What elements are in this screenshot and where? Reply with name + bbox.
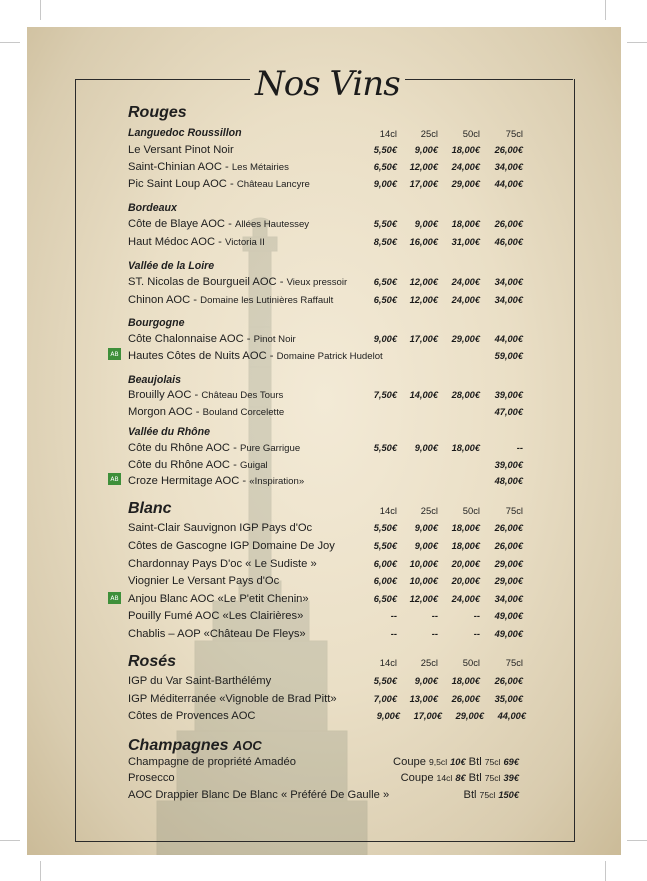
wine-price: 34,00€ <box>494 277 523 287</box>
wine-price: 5,50€ <box>373 443 397 453</box>
wine-price: 26,00€ <box>494 523 523 533</box>
frame-top-right <box>405 79 573 80</box>
wine-price: 7,00€ <box>373 694 397 704</box>
wine-price: 26,00€ <box>494 541 523 551</box>
coupe-size: 14cl <box>436 773 453 783</box>
wine-price: 24,00€ <box>451 162 480 172</box>
wine-price: -- <box>516 443 523 453</box>
col-header: 75cl <box>505 128 523 139</box>
wine-price: -- <box>390 611 397 621</box>
col-header: 50cl <box>462 657 480 668</box>
wine-name: ST. Nicolas de Bourgueil AOC - <box>128 276 287 288</box>
wine-price: -- <box>431 629 438 639</box>
wine-price: 9,00€ <box>414 443 438 453</box>
wine-row <box>128 160 289 175</box>
wine-name: Chablis – AOP «Château De Fleys» <box>128 628 306 640</box>
region-title: Languedoc Roussillon <box>128 127 242 139</box>
bio-label-icon <box>108 348 121 360</box>
wine-price: 28,00€ <box>451 390 480 400</box>
wine-name: Saint-Chinian AOC - <box>128 161 232 173</box>
champagne-prices <box>460 788 519 802</box>
wine-name: Côte de Blaye AOC - <box>128 218 235 230</box>
wine-name: Côte du Rhône AOC - <box>128 459 240 471</box>
wine-name: IGP du Var Saint-Barthélémy <box>128 675 272 687</box>
wine-price: -- <box>473 611 480 621</box>
col-header: 50cl <box>462 505 480 516</box>
wine-name: Côtes de Provences AOC <box>128 710 256 722</box>
svg-text:AB: AB <box>110 351 119 358</box>
wine-producer: Guigal <box>239 460 268 471</box>
wine-price: 39,00€ <box>494 390 523 400</box>
section-champagnes <box>128 737 262 755</box>
wine-price: 34,00€ <box>494 594 523 604</box>
coupe-size: 9,5cl <box>428 757 448 767</box>
wine-price: 6,50€ <box>373 594 397 604</box>
wine-name: Pic Saint Loup AOC - <box>128 178 237 190</box>
wine-row <box>128 177 310 192</box>
wine-price: 44,00€ <box>494 334 523 344</box>
wine-name: Chardonnay Pays D'oc « Le Sudiste » <box>128 558 317 570</box>
section-champagnes-aoc: AOC <box>232 738 262 753</box>
wine-price: 44,00€ <box>497 711 526 721</box>
wine-price: 29,00€ <box>494 576 523 586</box>
crop-mark <box>605 861 606 881</box>
region-title: Vallée du Rhône <box>128 426 211 438</box>
wine-price: 34,00€ <box>494 162 523 172</box>
wine-price: 9,00€ <box>414 676 438 686</box>
wine-price: 24,00€ <box>451 594 480 604</box>
bottle-price: 150€ <box>498 790 519 800</box>
wine-price: 34,00€ <box>494 295 523 305</box>
wine-name: Anjou Blanc AOC «Le P'etit Chenin» <box>128 593 309 605</box>
frame-top-left <box>75 79 250 80</box>
wine-price: 9,00€ <box>376 711 400 721</box>
wine-price: 12,00€ <box>409 594 438 604</box>
wine-row <box>128 349 383 364</box>
wine-name: Prosecco <box>128 772 175 784</box>
wine-price: -- <box>431 611 438 621</box>
wine-name: Champagne de propriété Amadéo <box>128 756 296 768</box>
bottle-label: Btl <box>468 772 482 784</box>
wine-price: -- <box>473 629 480 639</box>
wine-price: 18,00€ <box>451 145 480 155</box>
wine-producer: Victoria II <box>225 237 265 248</box>
wine-price: 18,00€ <box>451 219 480 229</box>
wine-price: 29,00€ <box>455 711 484 721</box>
wine-producer: Pure Garrigue <box>239 443 301 454</box>
wine-price: 48,00€ <box>494 476 523 486</box>
wine-price: 26,00€ <box>494 219 523 229</box>
section-blanc: Blanc <box>128 500 172 517</box>
wine-price: 12,00€ <box>409 295 438 305</box>
wine-price: 9,00€ <box>414 219 438 229</box>
section-champagnes-label: Champagnes <box>128 737 229 754</box>
wine-row <box>128 405 284 420</box>
bottle-size: 75cl <box>484 757 501 767</box>
wine-price: 6,00€ <box>373 576 397 586</box>
wine-name: Brouilly AOC - <box>128 389 202 401</box>
crop-mark <box>0 42 20 43</box>
wine-price: 7,50€ <box>373 390 397 400</box>
wine-row <box>128 388 283 403</box>
wine-price: 18,00€ <box>451 541 480 551</box>
col-header: 25cl <box>420 505 438 516</box>
wine-name: Chinon AOC - <box>128 294 201 306</box>
wine-price: 9,00€ <box>414 541 438 551</box>
bio-label-icon <box>108 592 121 604</box>
region-title: Bourgogne <box>128 317 185 329</box>
col-header: 25cl <box>420 128 438 139</box>
wine-producer: Pinot Noir <box>253 334 296 345</box>
wine-name: Croze Hermitage AOC - <box>128 475 250 487</box>
wine-price: 6,00€ <box>373 559 397 569</box>
wine-producer: Allées Hautessey <box>234 219 310 230</box>
wine-name: IGP Méditerranée «Vignoble de Brad Pitt» <box>128 693 337 705</box>
wine-price: 12,00€ <box>409 162 438 172</box>
wine-price: 49,00€ <box>494 629 523 639</box>
col-header: 14cl <box>379 128 397 139</box>
wine-price: 9,00€ <box>414 523 438 533</box>
champagne-prices <box>398 771 519 785</box>
wine-row <box>128 458 268 473</box>
wine-price: 47,00€ <box>494 407 523 417</box>
wine-name: Pouilly Fumé AOC «Les Clairières» <box>128 610 304 622</box>
wine-price: 20,00€ <box>451 576 480 586</box>
wine-producer: Château Des Tours <box>201 390 284 401</box>
wine-price: 26,00€ <box>494 145 523 155</box>
bottle-price: 39€ <box>503 773 519 783</box>
crop-mark <box>0 840 20 841</box>
wine-price: 24,00€ <box>451 295 480 305</box>
champagne-prices <box>390 755 519 769</box>
wine-row <box>128 275 347 290</box>
svg-text:AB: AB <box>110 476 119 483</box>
wine-price: -- <box>390 629 397 639</box>
wine-row <box>128 441 300 456</box>
wine-name: AOC Drappier Blanc De Blanc « Préféré De Gaulle » <box>128 789 390 801</box>
col-header: 14cl <box>379 505 397 516</box>
wine-row <box>128 235 265 250</box>
region-title: Vallée de la Loire <box>128 260 215 272</box>
wine-price: 46,00€ <box>494 237 523 247</box>
svg-text:AB: AB <box>110 595 119 602</box>
coupe-label: Coupe <box>393 756 426 768</box>
wine-row <box>128 293 333 308</box>
crop-mark <box>627 42 647 43</box>
coupe-price: 10€ <box>450 757 466 767</box>
wine-price: 20,00€ <box>451 559 480 569</box>
wine-price: 31,00€ <box>451 237 480 247</box>
wine-price: 5,50€ <box>373 523 397 533</box>
wine-price: 9,00€ <box>414 145 438 155</box>
bottle-label: Btl <box>463 789 477 801</box>
wine-row <box>128 332 296 347</box>
wine-price: 29,00€ <box>494 559 523 569</box>
wine-price: 6,50€ <box>373 162 397 172</box>
wine-producer: Vieux pressoir <box>286 277 348 288</box>
wine-price: 35,00€ <box>494 694 523 704</box>
wine-name: Le Versant Pinot Noir <box>128 144 234 156</box>
wine-price: 49,00€ <box>494 611 523 621</box>
wine-price: 12,00€ <box>409 277 438 287</box>
wine-producer: «Inspiration» <box>249 476 305 487</box>
bottle-label: Btl <box>468 756 482 768</box>
wine-price: 18,00€ <box>451 676 480 686</box>
wine-price: 16,00€ <box>409 237 438 247</box>
page-title: Nos Vins <box>255 64 400 104</box>
crop-mark <box>40 861 41 881</box>
region-title: Bordeaux <box>128 202 177 214</box>
wine-producer: Bouland Corcelette <box>202 407 285 418</box>
wine-price: 44,00€ <box>494 179 523 189</box>
wine-row <box>128 474 304 489</box>
wine-price: 6,50€ <box>373 277 397 287</box>
col-header: 75cl <box>505 505 523 516</box>
wine-producer: Château Lancyre <box>236 179 310 190</box>
wine-row <box>128 217 309 232</box>
wine-price: 5,50€ <box>373 219 397 229</box>
wine-name: Côte du Rhône AOC - <box>128 442 240 454</box>
wine-producer: Les Métairies <box>231 162 289 173</box>
wine-name: Morgon AOC - <box>128 406 203 418</box>
wine-price: 8,50€ <box>373 237 397 247</box>
wine-name: Haut Médoc AOC - <box>128 236 225 248</box>
col-header: 14cl <box>379 657 397 668</box>
region-title: Beaujolais <box>128 374 181 386</box>
wine-price: 29,00€ <box>451 334 480 344</box>
wine-price: 39,00€ <box>494 460 523 470</box>
wine-price: 18,00€ <box>451 523 480 533</box>
wine-price: 6,50€ <box>373 295 397 305</box>
wine-price: 10,00€ <box>409 559 438 569</box>
bottle-size: 75cl <box>484 773 501 783</box>
wine-producer: Domaine Patrick Hudelot <box>276 351 383 362</box>
wine-price: 26,00€ <box>451 694 480 704</box>
bottle-size: 75cl <box>479 790 496 800</box>
crop-mark <box>627 840 647 841</box>
wine-name: Viognier Le Versant Pays d'Oc <box>128 575 280 587</box>
wine-price: 9,00€ <box>373 179 397 189</box>
wine-name: Côte Chalonnaise AOC - <box>128 333 254 345</box>
wine-name: Hautes Côtes de Nuits AOC - <box>128 350 277 362</box>
wine-price: 26,00€ <box>494 676 523 686</box>
coupe-price: 8€ <box>455 773 466 783</box>
bottle-price: 69€ <box>503 757 519 767</box>
col-header: 75cl <box>505 657 523 668</box>
wine-price: 9,00€ <box>373 334 397 344</box>
crop-mark <box>605 0 606 20</box>
wine-price: 13,00€ <box>409 694 438 704</box>
wine-price: 10,00€ <box>409 576 438 586</box>
wine-price: 5,50€ <box>373 676 397 686</box>
wine-price: 17,00€ <box>413 711 442 721</box>
wine-price: 29,00€ <box>451 179 480 189</box>
bio-label-icon <box>108 473 121 485</box>
crop-mark <box>40 0 41 20</box>
wine-price: 24,00€ <box>451 277 480 287</box>
wine-price: 17,00€ <box>409 334 438 344</box>
wine-price: 5,50€ <box>373 541 397 551</box>
wine-producer: Domaine les Lutinières Raffault <box>200 295 334 306</box>
coupe-label: Coupe <box>400 772 434 784</box>
wine-name: Saint-Clair Sauvignon IGP Pays d'Oc <box>128 522 313 534</box>
section-rouges: Rouges <box>128 104 187 121</box>
section-roses: Rosés <box>128 653 177 670</box>
menu-paper <box>27 27 621 855</box>
wine-row <box>128 143 234 158</box>
wine-price: 17,00€ <box>409 179 438 189</box>
wine-price: 18,00€ <box>451 443 480 453</box>
wine-price: 59,00€ <box>494 351 523 361</box>
wine-price: 5,50€ <box>373 145 397 155</box>
wine-name: Côtes de Gascogne IGP Domaine De Joy <box>128 540 335 552</box>
wine-price: 14,00€ <box>409 390 438 400</box>
col-header: 25cl <box>420 657 438 668</box>
col-header: 50cl <box>462 128 480 139</box>
